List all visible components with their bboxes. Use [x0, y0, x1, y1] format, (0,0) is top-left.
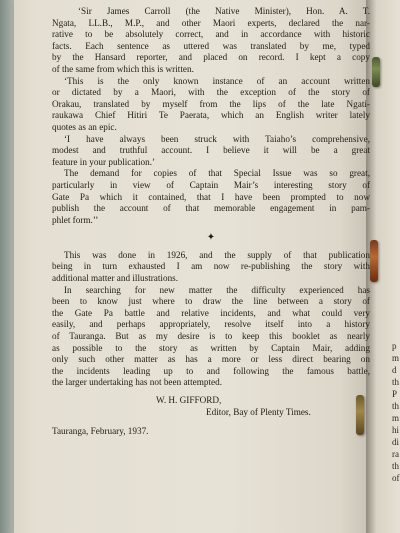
- text-line: by the Hansard reporter, and placed on record. I kept a copy: [52, 52, 370, 63]
- text-line: being in turn exhausted I am now re-publishing the story with: [52, 261, 370, 272]
- text-line: been to know just where to draw the line between a story of: [52, 296, 370, 307]
- text-line: Gate Pa which it contained, that I have been prompted to now: [52, 191, 370, 202]
- text-line: Orakau, translated by myself from the lips of the late Ngati-: [52, 98, 370, 109]
- text-line: The demand for copies of that Special Issue was so great,: [64, 168, 370, 179]
- text-line: feature in your publication.’: [52, 156, 156, 167]
- binding-staple: [372, 57, 380, 87]
- text-line: only such other matter as has a more or less direct bearing on: [52, 354, 370, 365]
- text-line: of the same from which this is written.: [52, 63, 194, 74]
- text-line: the Gate Pa battle and relative incidents, and what could very: [52, 307, 370, 318]
- text-line: particularly in view of Captain Mair’s interesting story of: [52, 179, 370, 190]
- text-line: the larger undertaking has not been attempted.: [52, 377, 222, 388]
- paragraph-demand: [52, 168, 370, 226]
- paragraph-quote-1: [52, 6, 370, 76]
- text-line: ‘Sir James Carroll (the Native Minister), Hon. A. T.: [78, 6, 370, 16]
- paragraph-quote-2: [52, 76, 370, 134]
- text-line: or dictated by a Maori, with the exception of the story of: [52, 87, 370, 98]
- text-line: as possible to the story as written by Captain Mair, adding: [52, 342, 370, 353]
- text-line: raukawa Chief Hitiri Te Paerata, which an English writer lately: [52, 110, 370, 121]
- text-line: additional matter and illustrations.: [52, 273, 179, 284]
- text-line: publish the account of that memorable engagement in pam-: [52, 203, 370, 214]
- text-line: ‘This is the only known instance of an account written: [64, 75, 370, 86]
- text-line: This was done in 1926, and the supply of that publication: [64, 249, 370, 260]
- text-line: phlet form.’’: [52, 214, 99, 225]
- text-line: the incidents leading up to and following the famous battle,: [52, 365, 370, 376]
- paragraph-searching: [52, 285, 370, 389]
- text-line: facts. Each sentence as uttered was translated by me, typed: [52, 40, 370, 51]
- paragraph-quote-3: [52, 134, 370, 169]
- text-line: Ngata, LL.B., M.P., and other Maori experts, declared the nar-: [52, 17, 370, 28]
- text-line: In searching for new matter the difficulty experienced has: [64, 284, 370, 295]
- document-body: [52, 6, 370, 438]
- signature-title: Editor, Bay of Plenty Times.: [206, 406, 311, 417]
- signature-name: W. H. GIFFORD,: [156, 395, 222, 405]
- section-divider: ✦: [206, 232, 216, 244]
- place-date: Tauranga, February, 1937.: [52, 426, 149, 437]
- page-left-edge: [0, 0, 14, 533]
- text-line: of Tauranga. But as my desire is to keep this booklet as nearly: [52, 331, 370, 342]
- next-page-fragment: p m d th P th m hi di ra th of: [392, 341, 400, 483]
- text-line: ‘I have always been struck with Taiaho’s comprehensive,: [64, 133, 370, 144]
- binding-staple: [370, 240, 378, 282]
- text-line: modest and truthful account. I believe it will be a great: [52, 145, 370, 156]
- text-line: quotes as an epic.: [52, 121, 117, 132]
- paragraph-republish: [52, 250, 370, 285]
- text-line: easily, and perhaps appropriately, resolve itself into a history: [52, 319, 370, 330]
- text-line: rative to be absolutely correct, and in accordance with historic: [52, 29, 370, 40]
